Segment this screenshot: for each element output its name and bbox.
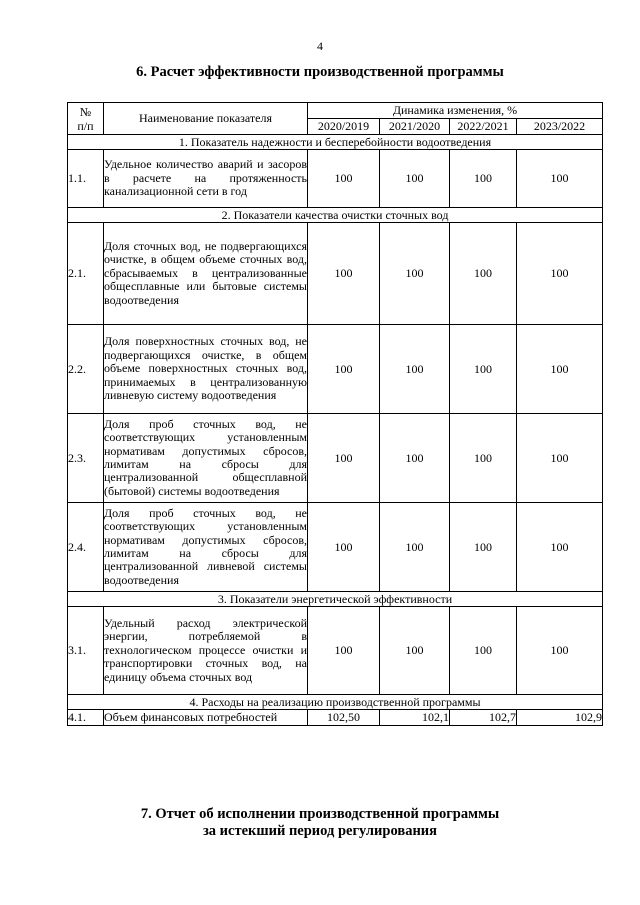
- row-value: 100: [380, 223, 450, 325]
- row-value: 100: [308, 150, 380, 208]
- row-value: 100: [450, 150, 517, 208]
- row-value: 100: [380, 150, 450, 208]
- section-4-heading: 4. Расходы на реализацию производственной программы: [68, 695, 603, 710]
- header-name: Наименование показателя: [104, 103, 308, 135]
- row-name: Доля проб сточных вод, не соответствующих установленным нормативам допустимых сбросов, лимитам на сбросы для централизованной ливневой системы водоотведения: [104, 503, 308, 592]
- row-value: 100: [450, 223, 517, 325]
- row-num: 2.2.: [68, 325, 104, 414]
- row-value: 102,7: [450, 710, 517, 726]
- row-value: 100: [517, 607, 603, 695]
- row-value: 100: [450, 414, 517, 503]
- section-2-heading: 2. Показатели качества очистки сточных вод: [68, 208, 603, 223]
- table-row: [68, 503, 603, 592]
- row-name: Удельный расход электрической энергии, потребляемой в технологическом процессе очистки и транспортировки сточных вод, на единицу объема сточных вод: [104, 607, 308, 695]
- header-year-2: 2021/2020: [380, 119, 450, 135]
- row-value: 100: [308, 223, 380, 325]
- row-value: 102,9: [517, 710, 603, 726]
- row-value: 100: [517, 223, 603, 325]
- row-value: 100: [450, 325, 517, 414]
- page-number: 4: [317, 39, 323, 53]
- row-num: 4.1.: [68, 710, 104, 726]
- header-year-4: 2023/2022: [517, 119, 603, 135]
- row-num: 2.4.: [68, 503, 104, 592]
- row-value: 100: [380, 607, 450, 695]
- table-row: [68, 325, 603, 414]
- row-name: Доля сточных вод, не подвергающихся очистке, в общем объеме сточных вод, сбрасываемых в централизованные общесплавные или бытовые системы водоотведения: [104, 223, 308, 325]
- row-value: 100: [380, 414, 450, 503]
- row-value: 100: [517, 414, 603, 503]
- section-7-title: [0, 806, 640, 840]
- row-num: 3.1.: [68, 607, 104, 695]
- row-value: 100: [308, 414, 380, 503]
- row-value: 100: [517, 503, 603, 592]
- row-num: 2.1.: [68, 223, 104, 325]
- row-name: Доля поверхностных сточных вод, не подвергающихся очистке, в общем объеме поверхностных сточных вод, принимаемых в централизованную ливневую систему водоотведения: [104, 325, 308, 414]
- row-num: 1.1.: [68, 150, 104, 208]
- row-name: Доля проб сточных вод, не соответствующих установленным нормативам допустимых сбросов, лимитам на сбросы для централизованной общесплавной (бытовой) системы водоотведения: [104, 414, 308, 503]
- row-value: 100: [380, 325, 450, 414]
- table-row: [68, 414, 603, 503]
- row-value: 100: [517, 325, 603, 414]
- header-num-line1: №: [79, 104, 92, 119]
- header-num-line2: п/п: [77, 118, 94, 133]
- row-value: 100: [380, 503, 450, 592]
- header-year-3: 2022/2021: [450, 119, 517, 135]
- row-value: 100: [308, 503, 380, 592]
- table-row: [68, 223, 603, 325]
- row-value: 102,50: [308, 710, 380, 726]
- table-row: [68, 607, 603, 695]
- section-7-title-line1: 7. Отчет об исполнении производственной программы: [140, 806, 500, 822]
- header-year-1: 2020/2019: [308, 119, 380, 135]
- row-value: 100: [450, 503, 517, 592]
- section-1-heading: 1. Показатель надежности и бесперебойности водоотведения: [68, 135, 603, 150]
- section-7-title-line2: за истекший период регулирования: [202, 823, 438, 839]
- table-row: [68, 150, 603, 208]
- section-6-title: 6. Расчет эффективности производственной программы: [136, 64, 504, 80]
- row-value: 100: [450, 607, 517, 695]
- efficiency-table: [67, 102, 603, 726]
- row-value: 100: [517, 150, 603, 208]
- row-value: 100: [308, 325, 380, 414]
- table-row: [68, 710, 603, 726]
- row-name: Объем финансовых потребностей: [104, 710, 308, 726]
- row-value: 102,1: [380, 710, 450, 726]
- row-name: Удельное количество аварий и засоров в расчете на протяженность канализационной сети в год: [104, 150, 308, 208]
- row-value: 100: [308, 607, 380, 695]
- header-num: [68, 103, 104, 135]
- row-num: 2.3.: [68, 414, 104, 503]
- section-3-heading: 3. Показатели энергетической эффективности: [68, 592, 603, 607]
- header-dynamics: Динамика изменения, %: [308, 103, 603, 119]
